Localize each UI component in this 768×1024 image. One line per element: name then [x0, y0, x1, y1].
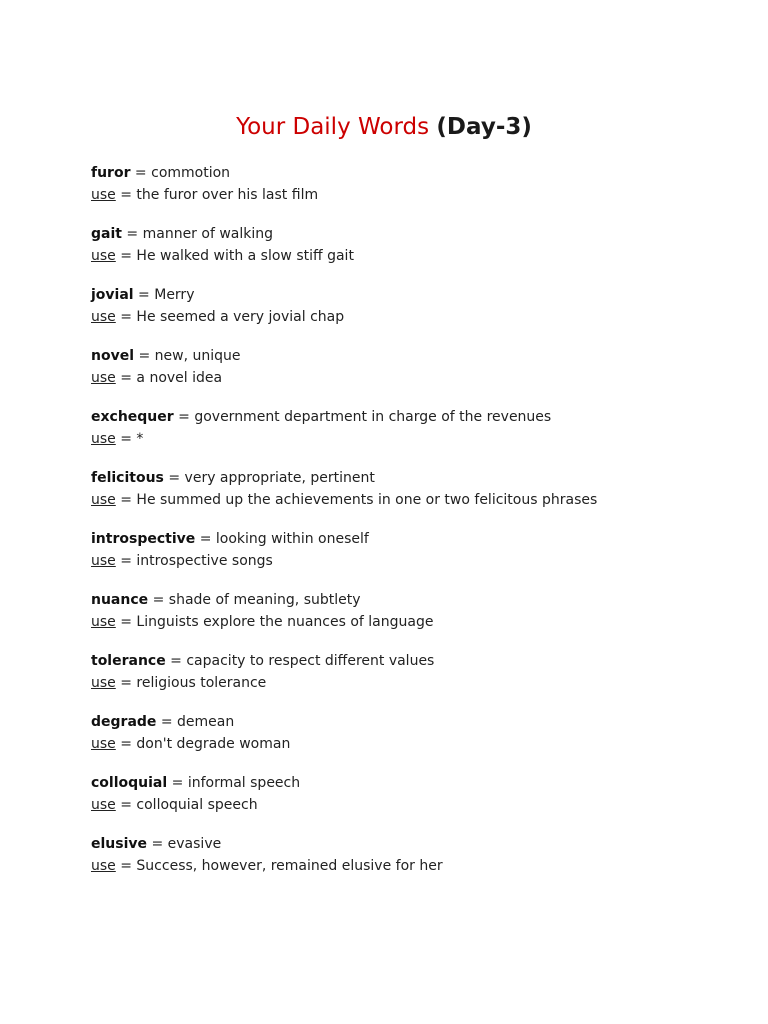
- usage-line: [91, 612, 731, 634]
- equals-sign: =: [133, 287, 155, 303]
- vocab-word: elusive: [91, 836, 148, 852]
- use-label: use: [91, 552, 116, 569]
- word-meaning: very appropriate, pertinent: [184, 470, 375, 486]
- word-meaning: commotion: [151, 165, 231, 181]
- definition-line: [91, 285, 731, 307]
- use-label: use: [91, 369, 116, 386]
- word-meaning: government department in charge of the revenues: [194, 409, 552, 425]
- use-label: use: [91, 247, 116, 264]
- word-meaning: manner of walking: [142, 226, 274, 242]
- word-entry: [91, 651, 731, 712]
- equals-sign: =: [115, 857, 137, 874]
- definition-line: [91, 712, 731, 734]
- word-meaning: capacity to respect different values: [186, 653, 435, 669]
- page-title: [0, 112, 768, 142]
- usage-line: [91, 856, 731, 878]
- definition-line: [91, 651, 731, 673]
- equals-sign: =: [167, 775, 188, 791]
- use-label: use: [91, 491, 116, 508]
- use-label: use: [91, 674, 116, 691]
- word-entry: [91, 163, 731, 224]
- definition-line: [91, 834, 731, 856]
- use-label: use: [91, 186, 116, 203]
- equals-sign: =: [115, 430, 137, 447]
- equals-sign: =: [115, 796, 137, 813]
- usage-line: [91, 246, 731, 268]
- equals-sign: =: [165, 653, 187, 669]
- equals-sign: =: [115, 369, 137, 386]
- equals-sign: =: [115, 552, 137, 569]
- usage-example: a novel idea: [136, 369, 223, 386]
- usage-line: [91, 429, 731, 451]
- word-entry: [91, 773, 731, 834]
- vocab-word: tolerance: [91, 653, 166, 669]
- word-meaning: Merry: [154, 287, 195, 303]
- usage-line: [91, 490, 731, 512]
- equals-sign: =: [115, 247, 137, 264]
- use-label: use: [91, 613, 116, 630]
- word-entry: [91, 468, 731, 529]
- vocab-word: gait: [91, 226, 122, 242]
- equals-sign: =: [134, 348, 155, 364]
- definition-line: [91, 407, 731, 429]
- vocab-word: nuance: [91, 592, 149, 608]
- use-label: use: [91, 430, 116, 447]
- use-label: use: [91, 308, 116, 325]
- equals-sign: =: [163, 470, 185, 486]
- usage-example: Linguists explore the nuances of language: [136, 613, 434, 630]
- word-entry: [91, 285, 731, 346]
- vocab-word: felicitous: [91, 470, 164, 486]
- equals-sign: =: [121, 226, 143, 242]
- equals-sign: =: [130, 165, 152, 181]
- usage-line: [91, 673, 731, 695]
- equals-sign: =: [148, 592, 169, 608]
- vocab-word: introspective: [91, 531, 196, 547]
- usage-line: [91, 795, 731, 817]
- equals-sign: =: [195, 531, 216, 547]
- usage-line: [91, 368, 731, 390]
- word-meaning: demean: [177, 714, 235, 730]
- definition-line: [91, 224, 731, 246]
- usage-example: introspective songs: [136, 552, 273, 569]
- word-meaning: evasive: [167, 836, 222, 852]
- word-entry: [91, 834, 731, 895]
- vocab-word: furor: [91, 165, 131, 181]
- word-entry: [91, 712, 731, 773]
- equals-sign: =: [115, 735, 137, 752]
- usage-line: [91, 307, 731, 329]
- title-main: Your Daily Words: [236, 114, 430, 140]
- definition-line: [91, 468, 731, 490]
- word-entry: [91, 224, 731, 285]
- vocab-word: jovial: [91, 287, 134, 303]
- usage-example: the furor over his last film: [136, 186, 319, 203]
- vocab-word: exchequer: [91, 409, 174, 425]
- equals-sign: =: [115, 613, 137, 630]
- definition-line: [91, 163, 731, 185]
- word-entry: [91, 346, 731, 407]
- vocab-word: colloquial: [91, 775, 168, 791]
- usage-example: *: [136, 430, 144, 447]
- usage-example: don't degrade woman: [136, 735, 291, 752]
- use-label: use: [91, 735, 116, 752]
- definition-line: [91, 346, 731, 368]
- equals-sign: =: [147, 836, 168, 852]
- usage-example: religious tolerance: [136, 674, 267, 691]
- equals-sign: =: [115, 491, 137, 508]
- equals-sign: =: [156, 714, 178, 730]
- usage-example: Success, however, remained elusive for her: [136, 857, 443, 874]
- definition-line: [91, 773, 731, 795]
- word-entry: [91, 529, 731, 590]
- title-day: (Day-3): [436, 114, 532, 140]
- definition-line: [91, 590, 731, 612]
- equals-sign: =: [115, 308, 137, 325]
- word-meaning: looking within oneself: [215, 531, 369, 547]
- equals-sign: =: [115, 674, 137, 691]
- usage-example: He seemed a very jovial chap: [136, 308, 345, 325]
- equals-sign: =: [173, 409, 195, 425]
- use-label: use: [91, 796, 116, 813]
- word-meaning: shade of meaning, subtlety: [168, 592, 361, 608]
- word-entry: [91, 407, 731, 468]
- definition-line: [91, 529, 731, 551]
- word-entry: [91, 590, 731, 651]
- equals-sign: =: [115, 186, 137, 203]
- usage-example: He summed up the achievements in one or two felicitous phrases: [136, 491, 598, 508]
- vocab-word: novel: [91, 348, 135, 364]
- use-label: use: [91, 857, 116, 874]
- word-meaning: informal speech: [187, 775, 301, 791]
- usage-line: [91, 551, 731, 573]
- usage-line: [91, 185, 731, 207]
- vocab-word: degrade: [91, 714, 157, 730]
- usage-example: He walked with a slow stiff gait: [136, 247, 354, 264]
- usage-line: [91, 734, 731, 756]
- usage-example: colloquial speech: [136, 796, 258, 813]
- word-list: [91, 163, 731, 895]
- word-meaning: new, unique: [154, 348, 241, 364]
